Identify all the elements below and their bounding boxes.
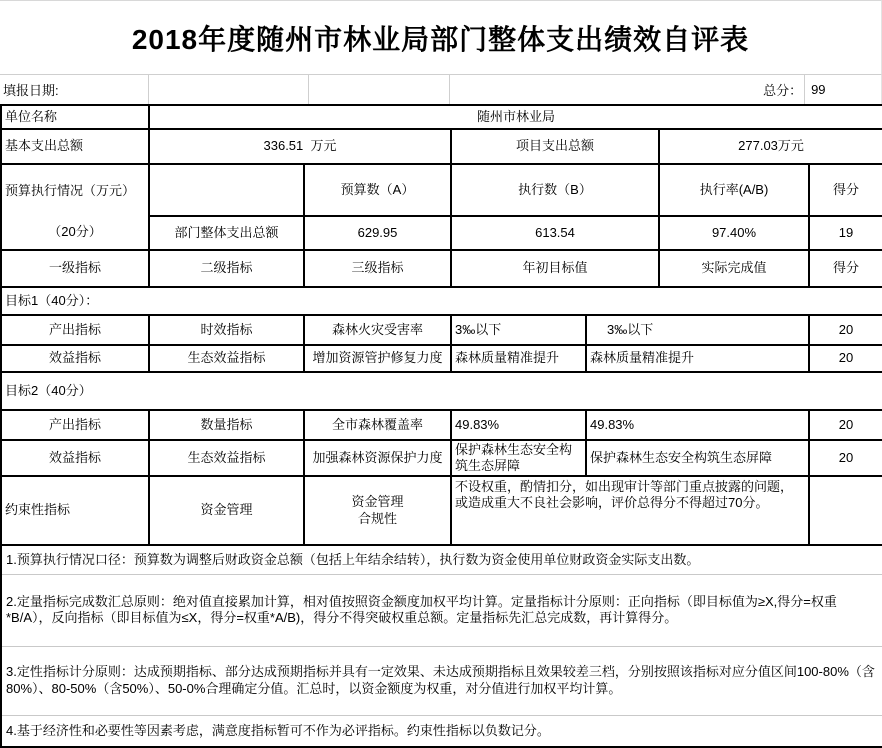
level1-cell: 效益指标	[1, 440, 149, 476]
note-row-2	[1, 574, 882, 646]
col-exec-b: 执行数（B）	[451, 164, 659, 216]
fill-date-label: 填报日期:	[3, 83, 59, 98]
goal1-output-row	[1, 315, 882, 345]
fill-date-value-cell	[148, 75, 308, 104]
basic-expense-value: 336.51 万元	[149, 129, 451, 164]
constraint-score-cell	[809, 476, 882, 545]
level2-cell: 生态效益指标	[149, 440, 304, 476]
level2-cell: 时效指标	[149, 315, 304, 345]
note-row-4	[1, 715, 882, 747]
constraint-level3-line2: 合规性	[357, 510, 397, 526]
goal1-row	[1, 287, 882, 315]
header-score: 得分	[809, 250, 882, 287]
unit-value: 随州市林业局	[149, 105, 882, 129]
constraint-description: 不设权重，酌情扣分，如出现审计等部门重点披露的问题，或造成重大不良社会影响，评价总得分不得超过70分。	[451, 476, 809, 545]
score-cell: 20	[809, 315, 882, 345]
target-cell: 3‰以下	[451, 315, 586, 345]
goal1-label: 目标1（40分）：	[1, 287, 882, 315]
empty-cell	[149, 164, 304, 216]
score-cell: 20	[809, 345, 882, 372]
exec-rate-value: 97.40%	[659, 216, 809, 250]
header-level2: 二级指标	[149, 250, 304, 287]
level3-cell: 森林火灾受害率	[304, 315, 451, 345]
level2-cell: 生态效益指标	[149, 345, 304, 372]
self-evaluation-table	[0, 104, 882, 748]
constraint-level1: 约束性指标	[1, 476, 149, 545]
page-title: 2018年度随州市林业局部门整体支出绩效自评表	[0, 0, 882, 74]
target-cell: 保护森林生态安全构筑生态屏障	[451, 440, 586, 476]
goal1-benefit-row	[1, 345, 882, 372]
col-score: 得分	[809, 164, 882, 216]
note-row-1	[1, 545, 882, 574]
header-actual: 实际完成值	[659, 250, 809, 287]
level1-cell: 产出指标	[1, 315, 149, 345]
actual-cell: 保护森林生态安全构筑生态屏障	[586, 440, 809, 476]
budget-section-label: 预算执行情况（万元）	[5, 182, 136, 198]
constraint-level3-line1: 资金管理	[351, 494, 404, 510]
col-budget-a: 预算数（A）	[304, 164, 451, 216]
note-text-4: 4.基于经济性和必要性等因素考虑，满意度指标暂可不作为必评指标。约束性指标以负数记分。	[1, 715, 882, 747]
project-expense-label: 项目支出总额	[451, 129, 659, 164]
col-exec-rate: 执行率(A/B)	[659, 164, 809, 216]
level3-cell: 增加资源管护修复力度	[304, 345, 451, 372]
budget-score-value: 19	[809, 216, 882, 250]
budget-header-row	[1, 164, 882, 216]
budget-value: 629.95	[304, 216, 451, 250]
actual-cell: 3‰以下	[586, 315, 809, 345]
actual-cell: 49.83%	[586, 410, 809, 440]
score-cell: 20	[809, 440, 882, 476]
basic-expense-label: 基本支出总额	[1, 129, 149, 164]
level2-cell: 数量指标	[149, 410, 304, 440]
unit-row	[1, 105, 882, 129]
target-cell: 森林质量精准提升	[451, 345, 586, 372]
level1-cell: 效益指标	[1, 345, 149, 372]
goal2-label: 目标2（40分）	[1, 372, 882, 410]
goal2-benefit-row	[1, 440, 882, 476]
note-text-2: 2.定量指标完成数汇总原则：绝对值直接累加计算，相对值按照资金额度加权平均计算。定量指标计分原则：正向指标（即目标值为≥X,得分=权重*B/A），反向指标（即目标值为≤X，得分=权重*A/B)，得分不得突破权重总额。定量指标先汇总完成数，再计算得分。	[1, 574, 882, 646]
header-target: 年初目标值	[451, 250, 659, 287]
project-expense-value: 277.03万元	[659, 129, 882, 164]
goal2-row	[1, 372, 882, 410]
score-cell: 20	[809, 410, 882, 440]
target-cell: 49.83%	[451, 410, 586, 440]
note-text-1: 1.预算执行情况口径：预算数为调整后财政资金总额（包括上年结余结转），执行数为资金使用单位财政资金实际支出数。	[1, 545, 882, 574]
exec-value: 613.54	[451, 216, 659, 250]
constraint-level3	[304, 476, 451, 545]
indicator-header-row	[1, 250, 882, 287]
total-score-label: 总分：	[449, 75, 804, 104]
constraint-row	[1, 476, 882, 545]
actual-cell: 森林质量精准提升	[586, 345, 809, 372]
level3-cell: 加强森林资源保护力度	[304, 440, 451, 476]
unit-label: 单位名称	[1, 105, 149, 129]
constraint-level2: 资金管理	[149, 476, 304, 545]
header-level3: 三级指标	[304, 250, 451, 287]
budget-section-cell	[1, 164, 149, 250]
fill-date-row	[0, 74, 882, 104]
budget-row-label: 部门整体支出总额	[149, 216, 304, 250]
level1-cell: 产出指标	[1, 410, 149, 440]
note-text-3: 3.定性指标计分原则：达成预期指标、部分达成预期指标并具有一定效果、未达成预期指标且效果较差三档，分别按照该指标对应分值区间100-80%（含80%）、80-50%（含50%）、50-0%合理确定分值。汇总时，以资金额度为权重，对分值进行加权平均计算。	[1, 646, 882, 715]
note-row-3	[1, 646, 882, 715]
total-score-value: 99	[804, 75, 881, 104]
empty-cell	[308, 75, 450, 104]
level3-cell: 全市森林覆盖率	[304, 410, 451, 440]
goal2-output-row	[1, 410, 882, 440]
budget-section-score: （20分）	[48, 223, 102, 239]
expense-row	[1, 129, 882, 164]
header-level1: 一级指标	[1, 250, 149, 287]
